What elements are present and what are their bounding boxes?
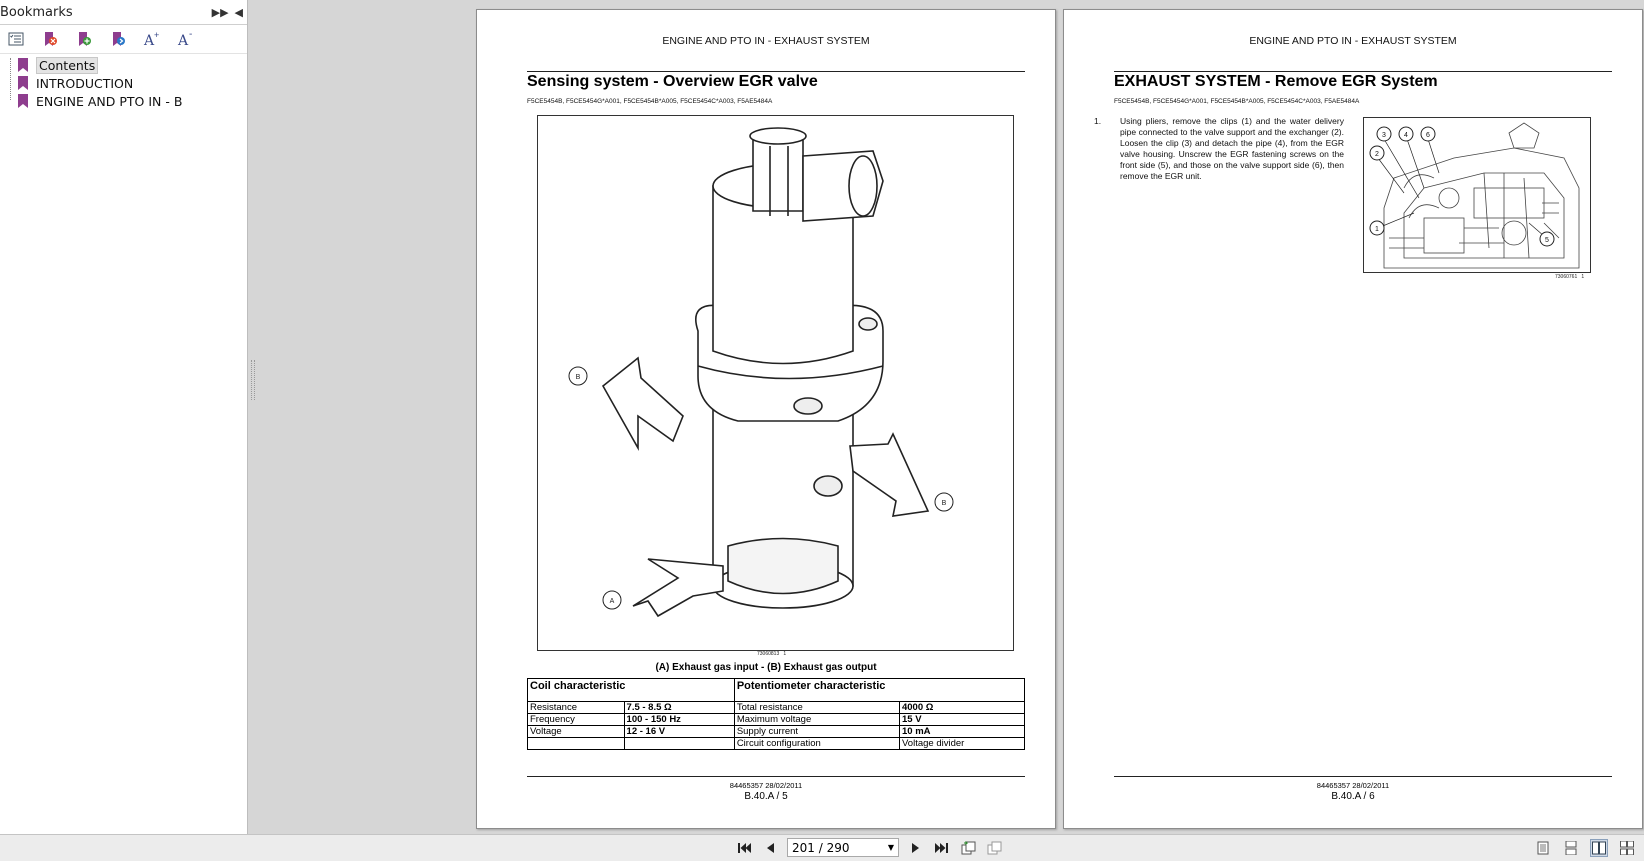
bookmark-item-engine-pto[interactable]	[0, 92, 247, 110]
document-page-right	[1063, 9, 1643, 829]
delete-bookmark-icon[interactable]	[40, 29, 60, 49]
svg-text:+: +	[154, 31, 160, 40]
svg-text:A: A	[178, 33, 189, 47]
running-head: ENGINE AND PTO IN - EXHAUST SYSTEM	[1249, 35, 1457, 47]
bookmarks-title: Bookmarks	[0, 4, 73, 20]
footer-code: 84465357 28/02/2011	[1316, 781, 1390, 790]
callout-4: 4	[1404, 132, 1408, 139]
chevron-down-icon[interactable]: ▼	[887, 843, 894, 852]
callout-1: 1	[1375, 226, 1379, 233]
bookmarks-panel	[0, 0, 248, 834]
bookmark-label: INTRODUCTION	[36, 75, 134, 91]
figure-code: 73060761 1	[1555, 274, 1585, 280]
expand-all-icon[interactable]	[6, 29, 26, 49]
label-b-right: B	[941, 500, 947, 507]
bookmark-icon	[18, 76, 28, 90]
table-header-potentiometer: Potentiometer characteristic	[734, 679, 1024, 702]
engine-drawing	[1364, 118, 1590, 272]
engine-figure	[1363, 117, 1591, 273]
add-bookmark-icon[interactable]	[74, 29, 94, 49]
bookmark-label: Contents	[36, 57, 98, 74]
first-page-icon[interactable]	[735, 839, 753, 857]
section-title: EXHAUST SYSTEM - Remove EGR System	[1114, 73, 1438, 90]
single-page-view-icon[interactable]	[1534, 839, 1552, 857]
bookmark-item-introduction[interactable]	[0, 74, 247, 92]
footer-rule	[527, 776, 1025, 777]
page-number-value: 201 / 290	[792, 840, 850, 855]
egr-valve-figure	[537, 115, 1014, 651]
model-list: F5CE5454B, F5CE5454G*A001, F5CE5454B*A005, F5CE5454C*A003, F5AE5484A	[527, 98, 773, 105]
previous-view-icon[interactable]	[959, 839, 977, 857]
figure-caption: (A) Exhaust gas input - (B) Exhaust gas output	[655, 662, 877, 673]
table-row: Circuit configuration Voltage divider	[528, 738, 1025, 750]
bookmark-icon	[18, 58, 28, 72]
bookmarks-toolbar	[0, 25, 247, 54]
table-row: Voltage 12 - 16 V Supply current 10 mA	[528, 726, 1025, 738]
view-mode-buttons	[1534, 839, 1636, 857]
bookmark-label: ENGINE AND PTO IN - B	[36, 93, 183, 109]
last-page-icon[interactable]	[933, 839, 951, 857]
step-number: 1.	[1094, 116, 1102, 126]
bookmark-tree	[0, 54, 247, 110]
section-title: Sensing system - Overview EGR valve	[527, 73, 818, 90]
step-text: Using pliers, remove the clips (1) and the water delivery pipe connected to the valve support and the exchanger (2). Loosen the clip (3) and detach the pipe (4), from the EGR valve housing. Unscrew the EGR fastening screws on the front side (5), and those on the valve support side (6), then remove the EGR unit.	[1120, 116, 1344, 181]
header-rule	[527, 71, 1025, 72]
document-page-left	[476, 9, 1056, 829]
next-view-icon[interactable]	[985, 839, 1003, 857]
continuous-view-icon[interactable]	[1562, 839, 1580, 857]
navigation-bar	[0, 834, 1644, 861]
facing-view-icon[interactable]	[1590, 839, 1608, 857]
page-navigation	[735, 838, 1003, 857]
footer-page-number: B.40.A / 6	[1331, 791, 1375, 802]
bookmarks-header	[0, 0, 247, 25]
table-header-coil: Coil characteristic	[528, 679, 735, 702]
running-head: ENGINE AND PTO IN - EXHAUST SYSTEM	[662, 35, 870, 47]
decrease-font-icon[interactable]	[176, 29, 196, 49]
page-number-field[interactable]	[787, 838, 899, 857]
procedure-step	[1094, 116, 1344, 182]
callout-2: 2	[1375, 151, 1379, 158]
table-row: Frequency 100 - 150 Hz Maximum voltage 15 V	[528, 714, 1025, 726]
specifications-table	[527, 678, 1025, 750]
header-rule	[1114, 71, 1612, 72]
bookmark-icon	[18, 94, 28, 108]
figure-code: 73060813 1	[757, 651, 787, 657]
svg-text:A: A	[144, 33, 155, 47]
footer-rule	[1114, 776, 1612, 777]
callout-5: 5	[1545, 237, 1549, 244]
bookmark-item-contents[interactable]	[0, 56, 247, 74]
svg-text:-: -	[189, 31, 193, 40]
callout-6: 6	[1426, 132, 1430, 139]
continuous-facing-view-icon[interactable]	[1618, 839, 1636, 857]
increase-font-icon[interactable]	[142, 29, 162, 49]
model-list: F5CE5454B, F5CE5454G*A001, F5CE5454B*A005, F5CE5454C*A003, F5AE5484A	[1114, 98, 1360, 105]
bookmark-properties-icon[interactable]	[108, 29, 128, 49]
panel-splitter[interactable]	[251, 360, 255, 400]
next-page-icon[interactable]	[907, 839, 925, 857]
egr-valve-drawing	[538, 116, 1013, 650]
label-a: A	[609, 598, 615, 605]
collapse-panel-icon[interactable]: ◀	[234, 6, 243, 19]
label-b-left: B	[575, 374, 581, 381]
previous-page-icon[interactable]	[761, 839, 779, 857]
table-row: Resistance 7.5 - 8.5 Ω Total resistance 4000 Ω	[528, 702, 1025, 714]
footer-page-number: B.40.A / 5	[744, 791, 788, 802]
panel-options-icon[interactable]: ▶▶	[211, 6, 229, 19]
footer-code: 84465357 28/02/2011	[729, 781, 803, 790]
callout-3: 3	[1382, 132, 1386, 139]
